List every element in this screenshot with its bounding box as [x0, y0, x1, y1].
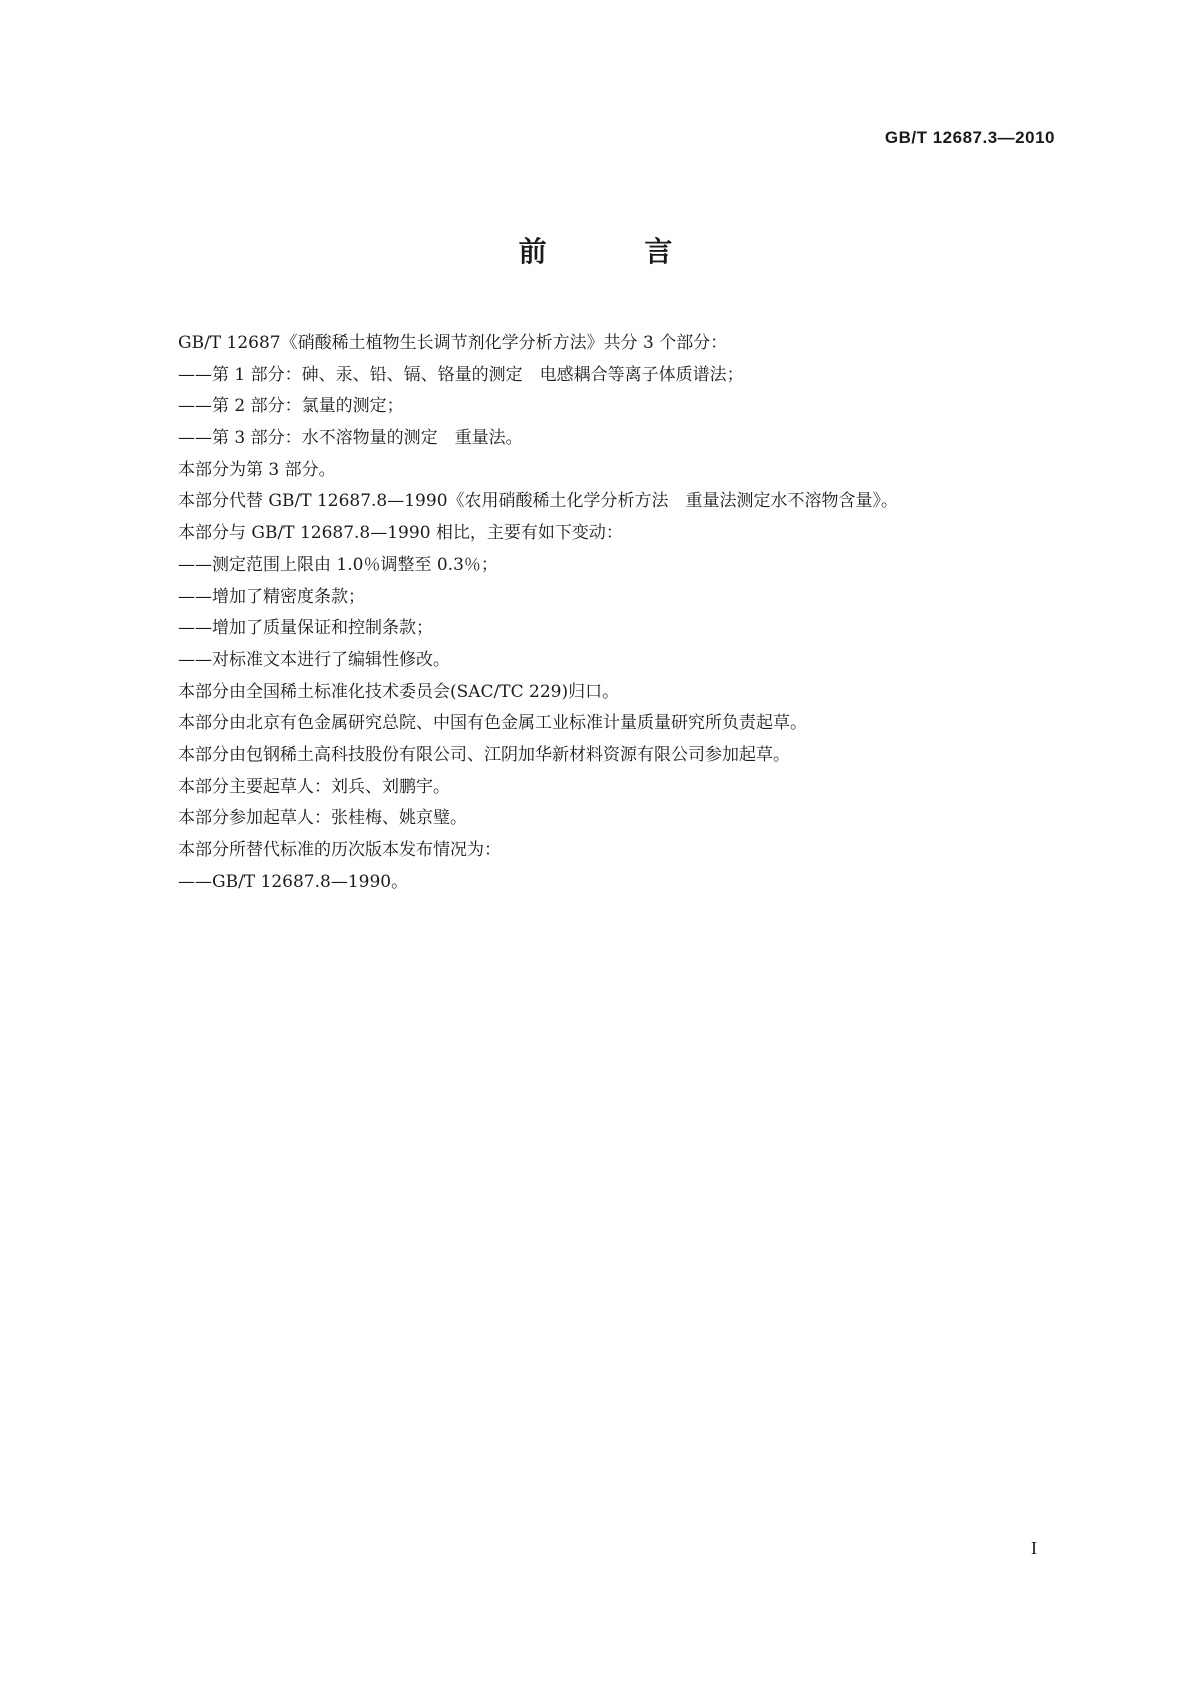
foreword-line: 本部分为第 3 部分。: [178, 459, 336, 480]
foreword-line: ——GB/T 12687.8—1990。: [178, 871, 409, 892]
foreword-line: ——增加了质量保证和控制条款；: [178, 618, 433, 639]
foreword-line: 本部分由包钢稀土高科技股份有限公司、江阴加华新材料资源有限公司参加起草。: [178, 744, 790, 765]
page-number: I: [1031, 1538, 1037, 1558]
foreword-line: ——测定范围上限由 1.0％调整至 0.3％；: [178, 554, 498, 575]
foreword-line: 本部分所替代标准的历次版本发布情况为：: [178, 840, 501, 860]
foreword-body: [178, 328, 1078, 898]
foreword-line: ——第 2 部分：氯量的测定；: [178, 396, 404, 417]
foreword-line: 本部分与 GB/T 12687.8—1990 相比，主要有如下变动：: [178, 523, 623, 544]
foreword-line: 本部分由北京有色金属研究总院、中国有色金属工业标准计量质量研究所负责起草。: [178, 713, 807, 734]
foreword-line: 本部分代替 GB/T 12687.8—1990《农用硝酸稀土化学分析方法 重量法测定水不溶物含量》。: [178, 491, 899, 512]
standard-number: GB/T 12687.3—2010: [884, 128, 1055, 147]
foreword-line: ——对标准文本进行了编辑性修改。: [178, 649, 450, 670]
foreword-line: ——增加了精密度条款；: [178, 586, 365, 607]
foreword-line: 本部分参加起草人：张桂梅、姚京璧。: [178, 808, 467, 829]
foreword-line: ——第 3 部分：水不溶物量的测定 重量法。: [178, 428, 523, 449]
foreword-line: 本部分主要起草人：刘兵、刘鹏宇。: [178, 776, 450, 797]
foreword-line: 本部分由全国稀土标准化技术委员会(SAC/TC 229)归口。: [178, 681, 620, 702]
page-title: 前 言: [518, 235, 717, 268]
foreword-line: GB/T 12687《硝酸稀土植物生长调节剂化学分析方法》共分 3 个部分：: [178, 333, 728, 353]
foreword-line: ——第 1 部分：砷、汞、铅、镉、铬量的测定 电感耦合等离子体质谱法；: [178, 364, 744, 385]
